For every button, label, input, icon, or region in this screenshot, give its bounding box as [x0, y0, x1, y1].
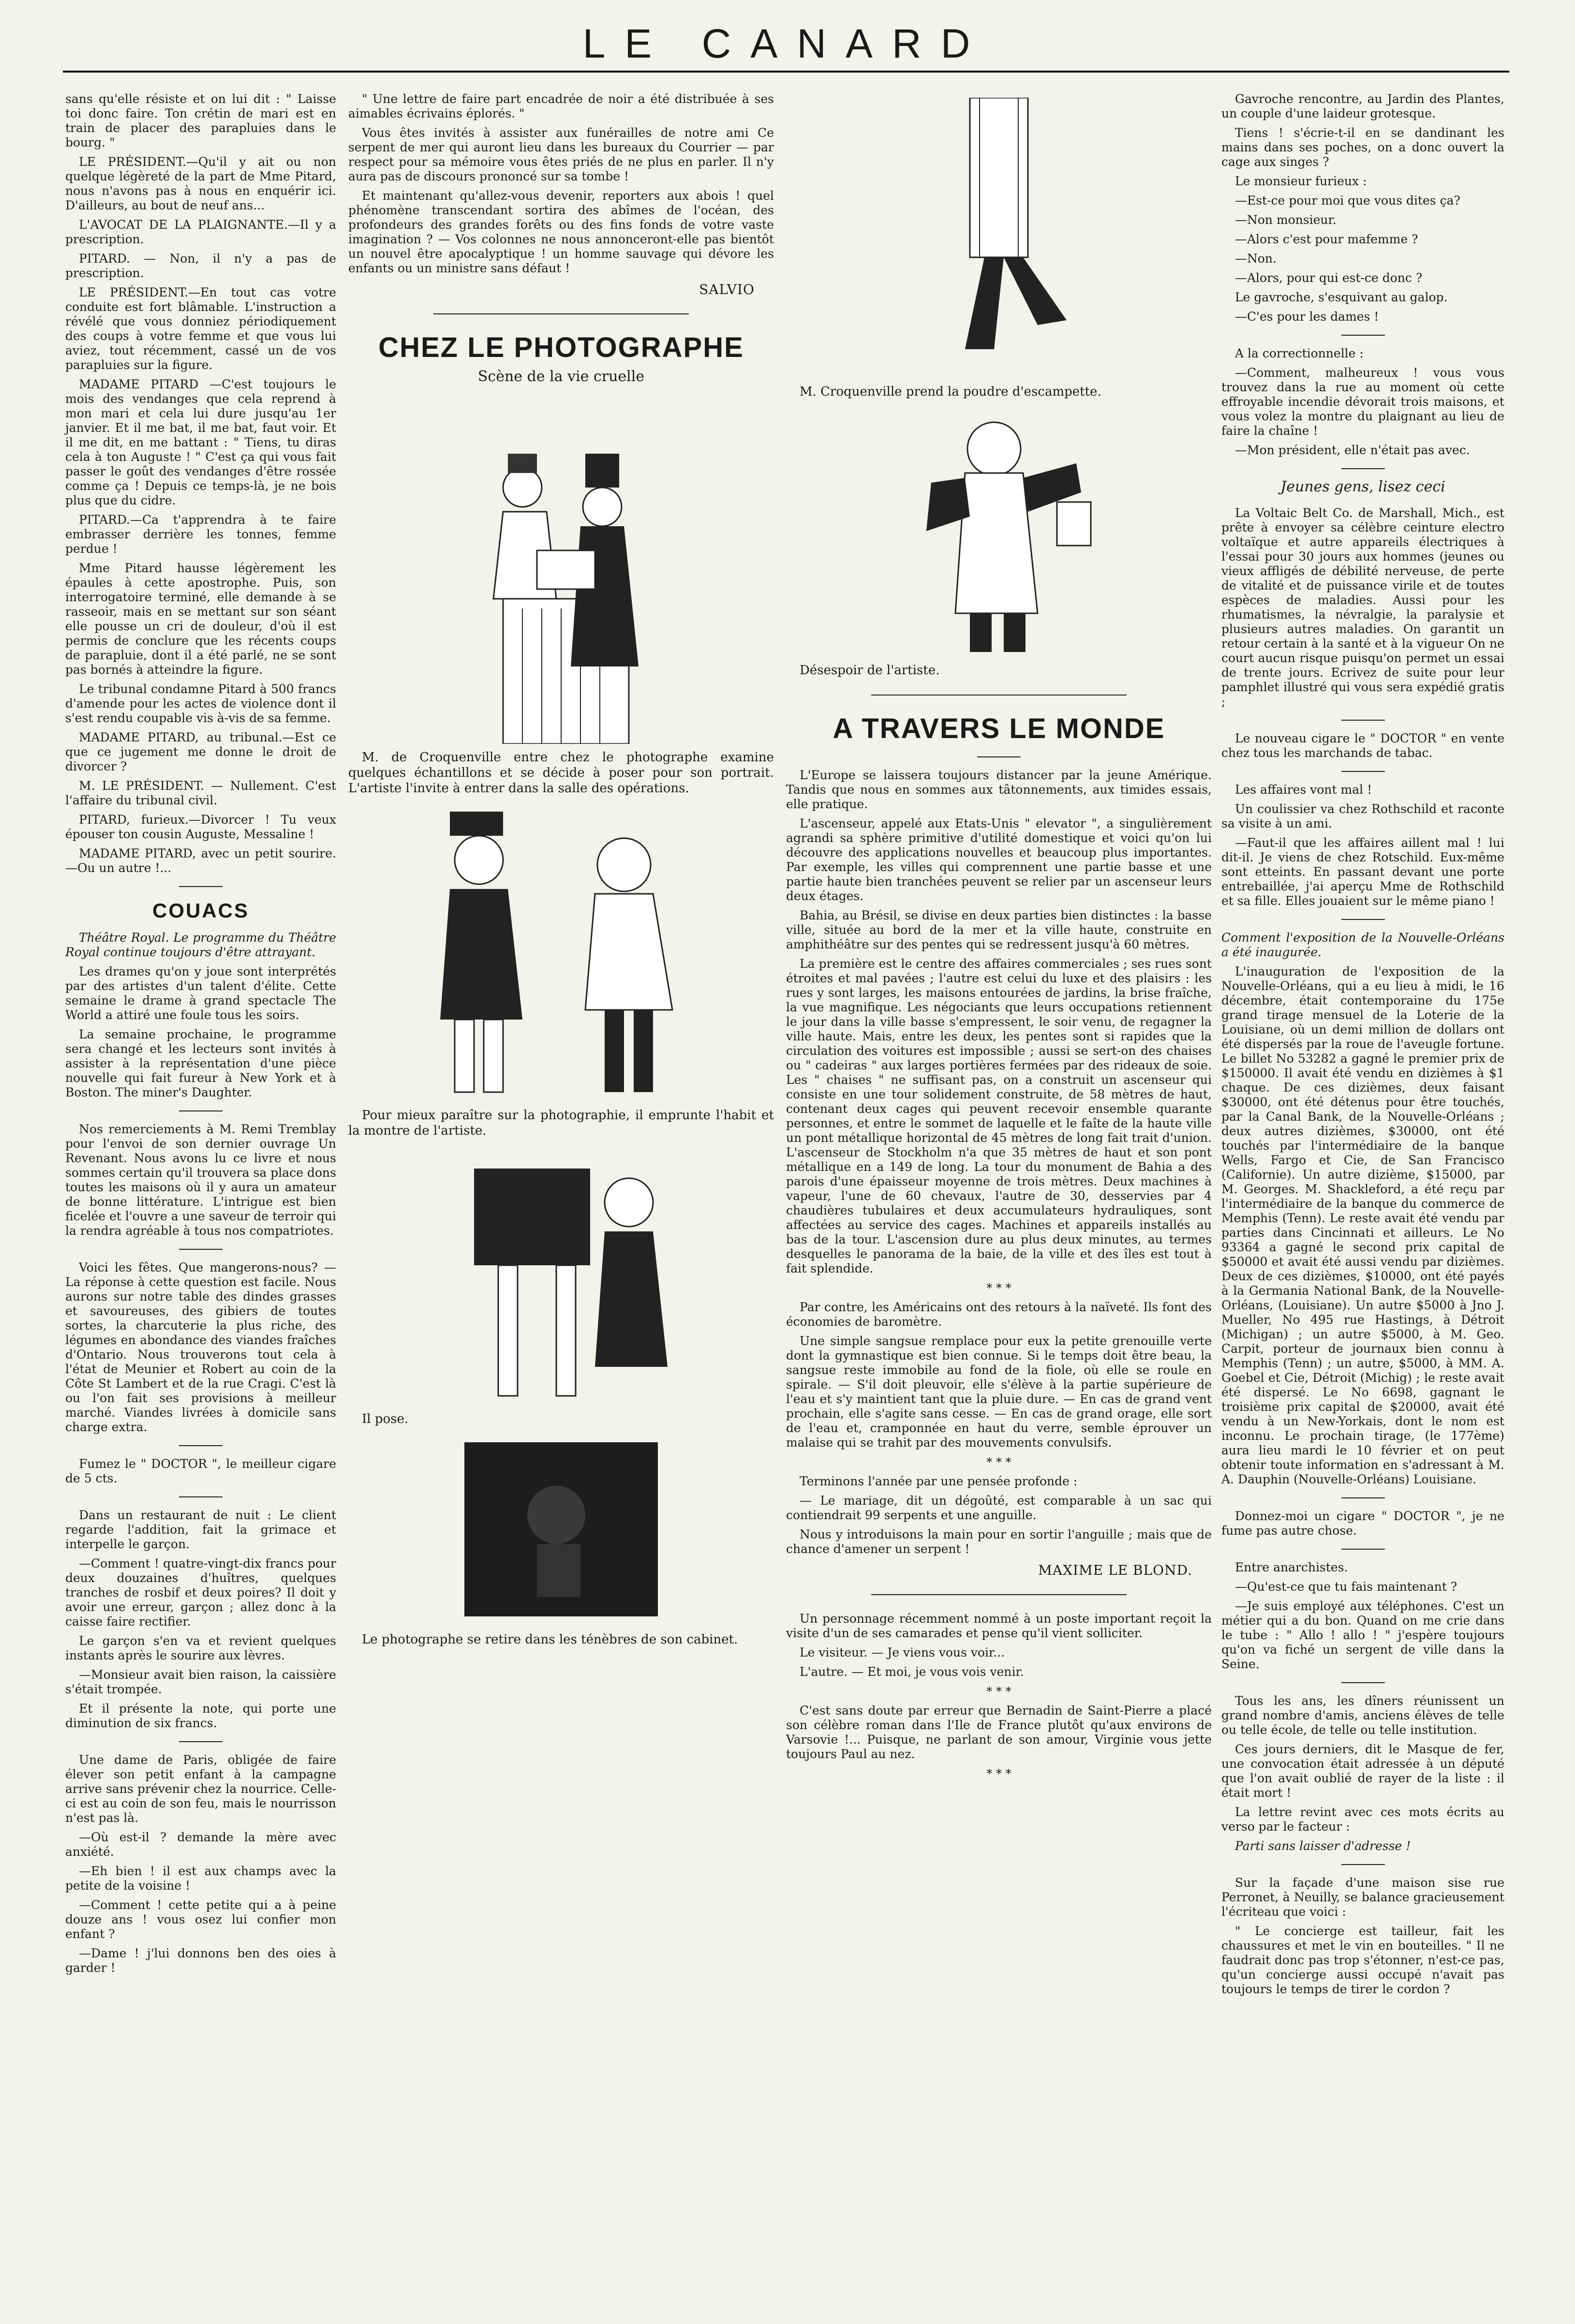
paragraph: Une dame de Paris, obligée de faire élever son petit enfant à la campagne arrive sans prévenir chez la nourrice. Celle-ci est au coin de son feu, mais le nourrisson n'est pas là. [65, 1753, 336, 1825]
paragraph: —Monsieur avait bien raison, la caissière s'était trompée. [65, 1668, 336, 1696]
paragraph: sans qu'elle résiste et on lui dit : " Laisse toi donc faire. Ton crétin de mari est en train de placer des parapluies dans le bourg. " [65, 92, 336, 149]
column-1 [65, 92, 336, 1980]
paragraph: L'inauguration de l'exposition de la Nouvelle-Orléans, qui a eu lieu à midi, le 16 décembre, était contemporaine du 175e grand tirage mensuel de la Loterie de la Louisiane, où un demi million de dollars ont été dispersés par la roue de l'aveugle fortune. Le billet No 53282 a gagné le premier prix de $150000. Il avait été vendu en dizièmes à $1 chaque. De ces dizièmes, deux faisant $30000, ont été détenus pour être touchés, par la Canal Bank, de la Nouvelle-Orléans ; deux autres dizièmes, $30000, ont été touchés par l'intermédiaire de la banque Wells, Fargo et Cie, de San Francisco (Californie). Un autre dizième, $15000, par M. Georges. M. Shackleford, a été reçu par l'intermédiaire de la banque du commerce de Memphis (Tenn). Le reste avait été vendu par parties dans Cincinnati et ailleurs. Le No 93364 a gagné le second prix capital de $50000 et avait été aussi vendu par dizièmes. Deux de ces dizièmes, $10000, ont été payés à la Germania National Bank, de la Nouvelle-Orléans, (Louisiane). Un autre $5000 à Jno J. Mueller, No 495 rue Hastings, à Détroit (Michigan) ; un autre $5000, à M. Geo. Carpit, porteur de journaux bien connu à Memphis (Tenn) ; un autre, $5000, à MM. A. Goebel et Cie, Détroit (Michig) ; le reste avait été dispersé. Le No 6698, gagnant le troisième prix capital de $20000, avait été vendu à un New-Yorkais, dont le nom est inconnu. Le prochain tirage, (le 177ème) aura lieu mardi le 10 février et on peut obtenir toute information en s'adressant à M. A. Dauphin (Nouvelle-Orléans) Louisiane. [1221, 964, 1504, 1486]
paragraph: L'ascenseur, appelé aux Etats-Unis " elevator ", a singulièrement agrandi sa sphère primitive d'utilité domestique et voici qu'on lui découvre des applications nouvelles et beaucoup plus importantes. Par exemple, les villes qui comprennent une partie basse et une partie haute bien tranchées peuvent se relier par un ascenseur leurs deux étages. [786, 816, 1212, 903]
divider [179, 1496, 223, 1497]
paragraph: Une simple sangsue remplace pour eux la petite grenouille verte dont la gymnastique est bien connue. Si le temps doit être beau, la sangsue reste immobile au fond de la fiole, où elle se roule en spirale. — S'il doit pleuvoir, elle s'élève à la partie supérieure de l'eau et s'y maintient tant que la pluie dure. — En cas de grand vent prochain, elle s'agite sans cesse. — En cas de grand orage, elle sort de l'eau et, cramponnée en haut du verre, semble éprouver un malaise qui se trahit par des mouvements convulsifs. [786, 1334, 1212, 1450]
paragraph: La lettre revint avec ces mots écrits au verso par le facteur : [1221, 1805, 1504, 1834]
paragraph: Le monsieur furieux : [1235, 174, 1367, 188]
paragraph: —Faut-il que les affaires aillent mal ! lui dit-il. Je viens de chez Rotschild. Eux-même sont etteints. En passant devant une porte entrebaillée, j'ai aperçu Mme de Rothschild et sa fille. Elles jouaient sur le même piano ! [1221, 836, 1504, 908]
paragraph: Théâtre Royal. Le programme du Théâtre Royal continue toujours d'être attrayant. [65, 931, 336, 959]
paragraph: La première est le centre des affaires commerciales ; ses rues sont étroites et mal pavées ; l'autre est celui du luxe et des plaisirs : les rues y sont larges, les maisons entourées de jardins, la brise fraîche, la vue magnifique. Les négociants que leurs occupations retiennent le jour dans la ville basse s'empressent, le soir venu, de regagner la ville haute. Mais, entre les deux, les pentes sont si rapides que la circulation des voitures est impossible ; aussi se sert-on des chaises ou " cadeiras " aux larges portières fermées par des rideaux de soie. Les " chaises " ne suffisant pas, on a construit un ascenseur qui consiste en une tour solidement construite, de 58 mètres de haut, contenant deux cages qui peuvent recevoir ensemble quarante personnes, et entre le sommet de laquelle et le faîte de la haute ville un pont métallique horizontal de 45 mètres de long fait trait d'union. L'ascenseur de Stockholm n'a que 35 mètres de haut et son pont métallique en a 149 de long. La tour du monument de Bahia a des parois d'une épaisseur moyenne de trois mètres. Deux machines à vapeur, l'une de 60 chevaux, l'autre de 30, desservies par 4 chaudières tubulaires et deux accumulateurs hydrauliques, sont affectées au service des cages. Machines et appareils installés au bas de la tour. L'ascension dure au plus deux minutes, au termes desquelles le panorama de la baie, de la ville et des îles est tout à fait splendide. [786, 957, 1212, 1275]
paragraph: Bahia, au Brésil, se divise en deux parties bien distinctes : la basse ville, située au bord de la mer et la ville haute, construite en amphithéâtre sur des pentes qui se redressent jusqu'à 60 mètres. [786, 908, 1212, 951]
illustration-escape [883, 98, 1115, 378]
masthead [63, 19, 1509, 73]
paragraph: Le tribunal condamne Pitard à 500 francs d'amende pour les actes de violence dont il s'est rendu coupable vis à-vis de sa femme. [65, 682, 336, 725]
paragraph: Sur la façade d'une maison sise rue Perronet, à Neuilly, se balance gracieusement l'écriteau que voici : [1221, 1876, 1504, 1919]
paragraph: —Alors, pour qui est-ce donc ? [1235, 271, 1423, 285]
paragraph: —Eh bien ! il est aux champs avec la petite de la voisine ! [65, 1864, 336, 1893]
paragraph: —Alors c'est pour mafemme ? [1235, 232, 1418, 246]
paragraph: Terminons l'année par une pensée profonde : [800, 1474, 1078, 1488]
paragraph: Voici les fêtes. Que mangerons-nous? — La réponse à cette question est facile. Nous aurons sur notre table des dindes grasses et savoureuses, des gibiers de toutes sortes, la charcuterie la plus riche, des légumes en abondance des viandes fraîches d'Ontario. Nous trouverons tout cela à l'état de Meunier et Robert au coin de la Côte St Lambert et de la rue Cragi. C'est là ou l'on fait ses provisions à meilleur marché. Viandes livrées à domicile sans charge extra. [65, 1260, 336, 1434]
paragraph: Tiens ! s'écrie-t-il en se dandinant les mains dans ses poches, on a donc ouvert la cage aux singes ? [1221, 126, 1504, 169]
divider [1341, 720, 1385, 721]
caption: Le photographe se retire dans les ténèbres de son cabinet. [362, 1632, 738, 1647]
masthead-rule [63, 71, 1509, 73]
divider [179, 1445, 223, 1446]
illustration-despair [873, 405, 1125, 657]
divider [871, 1594, 1127, 1595]
paragraph: Parti sans laisser d'adresse ! [1235, 1839, 1411, 1853]
divider [433, 313, 689, 314]
paragraph: Donnez-moi un cigare " DOCTOR ", je ne fume pas autre chose. [1221, 1509, 1504, 1538]
paragraph: Gavroche rencontre, au Jardin des Plantes, un couple d'une laideur grotesque. [1221, 92, 1504, 120]
paragraph: Le gavroche, s'esquivant au galop. [1235, 290, 1448, 304]
paragraph: —Je suis employé aux téléphones. C'est un métier qui a du bon. Quand on me crie dans le tube : " Allo ! allo ! " j'espère toujours qu'on va fiché un sergent de ville dans la Seine. [1221, 1599, 1504, 1671]
paragraph: Les affaires vont mal ! [1235, 783, 1372, 797]
paragraph: Le visiteur. — Je viens vous voir... [800, 1645, 1005, 1659]
paragraph: " Une lettre de faire part encadrée de noir a été distribuée à ses aimables écrivains éplorés. " [348, 92, 774, 120]
divider [1341, 1497, 1385, 1498]
paragraph: Entre anarchistes. [1235, 1560, 1348, 1574]
paragraph: —Non monsieur. [1235, 213, 1337, 227]
paragraph: La Voltaic Belt Co. de Marshall, Mich., est prête à envoyer sa célèbre ceinture electro voltaïque et autre appareils électriques à l'essai pour 30 jours aux hommes (jeunes ou vieux affligés de débilité nerveuse, de perte de vitalité et de puissance virile et de toutes espèces de maladies. Aussi pour les rhumatismes, la névralgie, la paralysie et plusieurs autres maladies. On garantit un retour certain à la santé et à la vigueur On ne court aucun risque puisqu'on permet un essai de trente jours. Ecrivez de suite pour leur pamphlet illustré qui vous sera expédié gratis ; [1221, 506, 1504, 709]
paragraph: Dans un restaurant de nuit : Le client regarde l'addition, fait la grimace et interpelle le garçon. [65, 1508, 336, 1551]
paragraph: —Comment, malheureux ! vous vous trouvez dans la rue au moment où cette effroyable incendie dévorait trois maisons, et vous volez la montre du plaignant au lieu de faire la chaîne ! [1221, 366, 1504, 438]
divider [1341, 468, 1385, 469]
divider [1341, 1682, 1385, 1683]
paragraph: A la correctionnelle : [1235, 346, 1364, 360]
paragraph: MADAME PITARD, au tribunal.—Est ce que ce jugement me donne le droit de divorcer ? [65, 730, 336, 773]
asterism: * * * [986, 1281, 1011, 1295]
paragraph: La semaine prochaine, le programme sera changé et les lecteurs sont invités à assister à la représentation d'une pièce nouvelle qui fait fureur à New York et à Boston. The miner's Daughter. [65, 1027, 336, 1099]
divider [1341, 335, 1385, 336]
asterism: * * * [986, 1455, 1011, 1469]
paragraph: Les drames qu'on y joue sont interprétés par des artistes d'un talent d'élite. Cette semaine le drame à grand spectacle The World a attiré une foule tous les soirs. [65, 964, 336, 1022]
signature: MAXIME LE BLOND. [1038, 1562, 1192, 1578]
asterism: * * * [986, 1685, 1011, 1698]
paragraph: —C'es pour les dames ! [1235, 310, 1379, 324]
illustration-two-men [411, 802, 711, 1102]
newspaper-title: LE CANARD [582, 21, 990, 66]
paragraph: Nous y introduisons la main pour en sortir l'anguille ; mais que de chance d'amener un serpent ! [786, 1527, 1212, 1556]
paragraph: — Le mariage, dit un dégoûté, est comparable à un sac qui contiendrait 99 serpents et une anguille. [786, 1494, 1212, 1522]
paragraph: Fumez le " DOCTOR ", le meilleur cigare de 5 cts. [65, 1457, 336, 1485]
paragraph: Tous les ans, les dîners réunissent un grand nombre d'amis, anciens élèves de telle ou telle école, de telle ou telle institution. [1221, 1694, 1504, 1737]
section-title-photographe: CHEZ LE PHOTOGRAPHE [378, 332, 744, 363]
divider [1341, 1549, 1385, 1550]
column-2 [348, 92, 774, 1652]
column-4 [1221, 92, 1504, 2001]
paragraph: L'AVOCAT DE LA PLAIGNANTE.—Il y a prescription. [65, 218, 336, 246]
illustration-photographer-studio [431, 396, 692, 744]
paragraph: Par contre, les Américains ont des retours à la naïveté. Ils font des économies de baromètre. [786, 1300, 1212, 1329]
divider [179, 1741, 223, 1742]
caption: M. de Croquenville entre chez le photographe examine quelques échantillons et se décide à poser pour son portrait. L'artiste l'invite à entrer dans la salle des opérations. [348, 750, 774, 796]
signature: SALVIO [699, 281, 755, 297]
paragraph: Ces jours derniers, dit le Masque de fer, une convocation était adressée à un député que l'on avait oublié de rayer de la liste : il était mort ! [1221, 1742, 1504, 1800]
paragraph: PITARD, furieux.—Divorcer ! Tu veux épouser ton cousin Auguste, Messaline ! [65, 813, 336, 841]
section-subtitle: Scène de la vie cruelle [477, 368, 645, 385]
paragraph: PITARD. — Non, il n'y a pas de prescription. [65, 252, 336, 280]
paragraph: M. LE PRÉSIDENT. — Nullement. C'est l'affaire du tribunal civil. [65, 779, 336, 807]
paragraph: —Est-ce pour moi que vous dites ça? [1235, 193, 1460, 207]
caption: Pour mieux paraître sur la photographie, il emprunte l'habit et la montre de l'artiste. [348, 1108, 774, 1138]
paragraph: Nos remerciements à M. Remi Tremblay pour l'envoi de son dernier ouvrage Un Revenant. Nous avons lu ce livre et nous sommes certain qu'il trouvera sa place dons toutes les maisons où il y aura un amateur de bonne littérature. L'intrigue est bien ficelée et l'ouvre a une saveur de terroir qui la rendra agréable à tous nos compatriotes. [65, 1122, 336, 1238]
divider [1341, 771, 1385, 772]
divider [871, 695, 1127, 696]
divider [1341, 1864, 1385, 1865]
paragraph: —Dame ! j'lui donnons ben des oies à garder ! [65, 1946, 336, 1975]
paragraph: Le nouveau cigare le " DOCTOR " en vente chez tous les marchands de tabac. [1221, 731, 1504, 760]
paragraph: Et il présente la note, qui porte une diminution de six francs. [65, 1702, 336, 1730]
divider [977, 756, 1021, 757]
caption: Il pose. [362, 1412, 409, 1426]
divider [179, 1249, 223, 1250]
paragraph: —Non. [1235, 252, 1277, 266]
paragraph: —Où est-il ? demande la mère avec anxiété. [65, 1830, 336, 1859]
paragraph: MADAME PITARD —C'est toujours le mois des vendanges que cela reprend à mon mari et cela lui dure jusqu'au 1er janvier. Et il me bat, il me bat, faut voir. Et il me dit, en me battant : " Tiens, tu diras cela à ton Auguste ! " C'est ça qui vous fait passer le goût des vendanges d'être rossée comme ça ! Depuis ce temps-là, je ne bois plus que du cidre. [65, 377, 336, 507]
paragraph: PITARD.—Ca t'apprendra à te faire embrasser derrière les tonnes, femme perdue ! [65, 513, 336, 556]
caption: M. Croquenville prend la poudre d'escampette. [800, 385, 1101, 399]
paragraph: Le garçon s'en va et revient quelques instants après le sourire aux lèvres. [65, 1634, 336, 1662]
divider [1341, 919, 1385, 920]
paragraph: —Qu'est-ce que tu fais maintenant ? [1235, 1580, 1457, 1594]
column-3 [786, 92, 1212, 1786]
paragraph: LE PRÉSIDENT.—Qu'il y ait ou non quelque légèreté de la part de Mme Pitard, nous n'avons pas à nous en enquérir ici. D'ailleurs, au bout de neuf ans... [65, 155, 336, 212]
section-title-monde: A TRAVERS LE MONDE [832, 713, 1165, 744]
article-heading: Comment l'exposition de la Nouvelle-Orléans a été inaugurée. [1221, 931, 1504, 959]
paragraph: —Mon président, elle n'était pas avec. [1235, 443, 1470, 457]
paragraph: L'autre. — Et moi, je vous vois venir. [800, 1665, 1024, 1679]
paragraph: L'Europe se laissera toujours distancer par la jeune Amérique. Tandis que nous en sommes aux tâtonnements, aux timides essais, elle pratique. [786, 768, 1212, 811]
illustration-dark-room [450, 1433, 672, 1626]
asterism: * * * [986, 1767, 1011, 1780]
paragraph: Un personnage récemment nommé à un poste important reçoit la visite d'un de ses camarades et pense qu'il vient solliciter. [786, 1612, 1212, 1640]
divider [179, 1110, 223, 1111]
illustration-posing [411, 1144, 711, 1406]
paragraph: —Comment ! quatre-vingt-dix francs pour deux douzaines d'huîtres, quelques tranches de rosbif et deux poires? Il doit y avoir une erreur, garçon ; allez donc à la caisse faire rectifier. [65, 1556, 336, 1628]
caption: Désespoir de l'artiste. [800, 663, 940, 678]
paragraph: Mme Pitard hausse légèrement les épaules à cette apostrophe. Puis, son interrogatoire terminé, elle demande à se rasseoir, mais en se mettant sur son séant elle pousse un cri de douleur, d'où il est permis de conclure que les récents coups de parapluie, dont il a été parlé, ne se sont pas bornés à atteindre la figure. [65, 561, 336, 677]
paragraph: Et maintenant qu'allez-vous devenir, reporters aux abois ! quel phénomène transcendant sortira des abîmes de l'océan, des profondeurs des grandes forêts ou des fins fonds de votre vaste imagination ? — Vos colonnes ne nous annonceront-elle pas bientôt un nouvel être apocalyptique ! un homme sauvage qui dévore les enfants ou un ministre sans défaut ! [348, 189, 774, 275]
paragraph: Vous êtes invités à assister aux funérailles de notre ami Ce serpent de mer qui auront lieu dans les bureaux du Courrier — par respect pour sa mémoire vous êtes priés de ne plus en parler. Il n'y aura pas de discours prononcé sur sa tombe ! [348, 126, 774, 183]
ad-heading: Jeunes gens, lisez ceci [1280, 478, 1445, 495]
paragraph: C'est sans doute par erreur que Bernadin de Saint-Pierre a placé son célèbre roman dans l'Ile de France plutôt qu'aux environs de Varsovie !... Puisque, ne parlant de son amour, Virginie vous jette toujours Paul au nez. [786, 1703, 1212, 1761]
paragraph: Un coulissier va chez Rothschild et raconte sa visite à un ami. [1221, 802, 1504, 830]
divider [179, 886, 223, 887]
paragraph: LE PRÉSIDENT.—En tout cas votre conduite est fort blâmable. L'instruction a révélé que vous donniez périodiquement des coups à votre femme et que vous lui aviez, tout récemment, cassé un de vos parapluies sur la figure. [65, 285, 336, 372]
paragraph: MADAME PITARD, avec un petit sourire.—Ou un autre !... [65, 846, 336, 875]
paragraph: —Comment ! cette petite qui a à peine douze ans ! vous osez lui confier mon enfant ? [65, 1898, 336, 1941]
section-title-couacs: COUACS [152, 899, 249, 922]
paragraph: " Le concierge est tailleur, fait les chaussures et met le vin en bouteilles. " Il ne faudrait donc pas trop s'étonner, n'est-ce pas, qu'un concierge aussi occupé n'avait pas toujours le temps de tirer le cordon ? [1221, 1924, 1504, 1996]
